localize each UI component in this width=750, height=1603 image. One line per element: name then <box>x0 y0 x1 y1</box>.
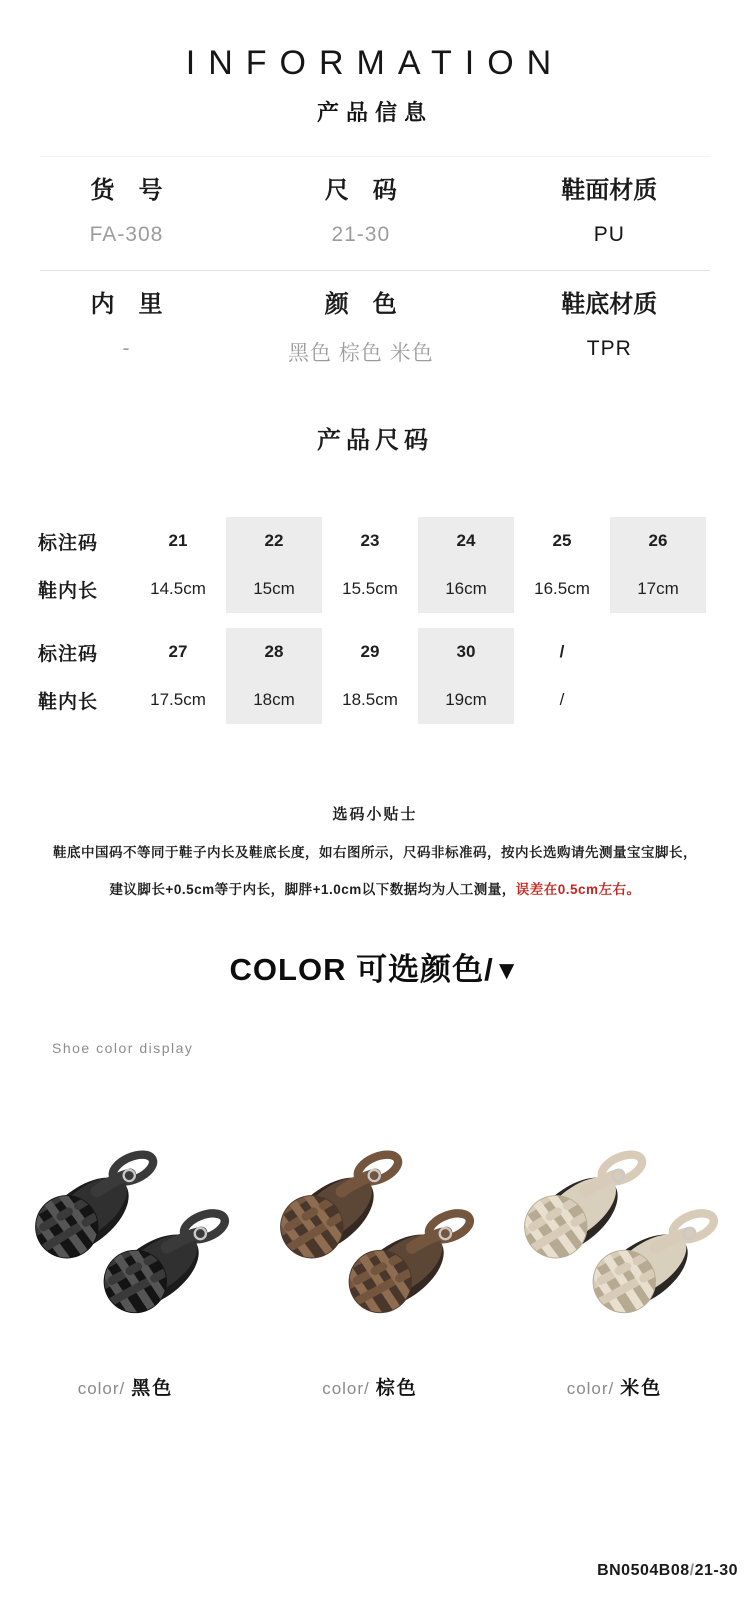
length-value: 16.5cm <box>534 579 590 598</box>
size-value: 28 <box>264 642 284 661</box>
length-value: 18cm <box>253 690 295 709</box>
shoe-color-label <box>18 1373 233 1400</box>
length-value: 19cm <box>445 690 487 709</box>
shoe-color-prefix: color/ <box>566 1379 615 1398</box>
info-label: 内 里 <box>90 291 163 318</box>
shoe-color-name: 米色 <box>620 1378 663 1399</box>
size-col-highlighted <box>418 628 514 724</box>
size-value: 30 <box>456 642 476 661</box>
tips-line-2: 建议脚长+0.5cm等于内长，脚胖+1.0cm以下数据均为人工测量，误差在0.5cm左右。 <box>109 882 641 897</box>
tips-error-note: 误差在0.5cm左右。 <box>515 882 641 897</box>
shoe-card-black <box>18 1128 233 1400</box>
shoe-card-brown <box>263 1128 478 1400</box>
shoe-card-beige <box>507 1128 722 1400</box>
triangle-down-icon: ▼ <box>493 955 521 985</box>
tips-body <box>50 834 700 908</box>
size-col-highlighted <box>226 517 322 613</box>
info-value: FA-308 <box>89 223 164 246</box>
size-col-highlighted <box>418 517 514 613</box>
size-col <box>514 628 610 724</box>
size-value <box>610 628 706 676</box>
batch-size-range: 21-30 <box>694 1562 738 1579</box>
length-value: 14.5cm <box>150 579 206 598</box>
info-row-2 <box>20 284 730 367</box>
shoe-color-label <box>507 1373 722 1400</box>
info-label: 颜 色 <box>324 291 397 318</box>
size-value: 26 <box>648 531 668 550</box>
info-value: PU <box>593 223 625 246</box>
page-subtitle: 产品信息 <box>316 100 433 125</box>
info-value: 21-30 <box>331 223 391 246</box>
length-value: 17cm <box>637 579 679 598</box>
info-cell-upper-material <box>489 170 730 247</box>
size-row-labels <box>30 517 130 613</box>
tips-line-1: 鞋底中国码不等同于鞋子内长及鞋底长度，如右图所示，尺码非标准码，按内长选购请先测量宝宝脚长， <box>53 845 697 860</box>
size-value: 24 <box>456 531 476 550</box>
info-label: 货 号 <box>90 177 163 204</box>
tips-title: 选码小贴士 <box>332 806 418 823</box>
size-col <box>322 628 418 724</box>
sandal-photo-beige <box>507 1128 722 1333</box>
shoe-color-label <box>263 1373 478 1400</box>
size-value: / <box>559 642 565 661</box>
color-title-cn: 可选颜色/ <box>356 952 494 987</box>
size-value: 25 <box>552 531 572 550</box>
shoe-color-display-label: Shoe color display <box>52 1040 194 1056</box>
info-row-1 <box>20 170 730 247</box>
info-value: - <box>122 337 131 360</box>
info-cell-item-number <box>20 170 233 247</box>
divider <box>40 156 710 157</box>
size-col <box>130 628 226 724</box>
batch-code-separator: / <box>689 1562 695 1579</box>
shoe-color-prefix: color/ <box>77 1379 126 1398</box>
info-cell-color <box>233 284 489 367</box>
size-row-label: 标注码 <box>38 532 99 554</box>
length-value: 17.5cm <box>150 690 206 709</box>
size-col-empty <box>610 628 706 724</box>
length-value: 15.5cm <box>342 579 398 598</box>
shoe-color-name: 棕色 <box>375 1378 418 1399</box>
size-row-label: 标注码 <box>38 643 99 665</box>
batch-code: BN0504B08 <box>597 1562 690 1579</box>
size-table-1 <box>30 517 720 613</box>
length-value: 18.5cm <box>342 690 398 709</box>
info-label: 尺 码 <box>324 177 397 204</box>
info-value: TPR <box>586 337 632 360</box>
shoe-color-name: 黑色 <box>131 1378 174 1399</box>
size-col-highlighted <box>610 517 706 613</box>
length-value: 15cm <box>253 579 295 598</box>
product-batch-code <box>597 1562 738 1580</box>
info-cell-lining <box>20 284 233 367</box>
color-title-en: COLOR <box>229 952 347 987</box>
size-value: 29 <box>360 642 380 661</box>
color-section-title <box>0 944 750 989</box>
info-cell-sole-material <box>489 284 730 367</box>
size-col-highlighted <box>226 628 322 724</box>
size-col <box>130 517 226 613</box>
shoe-photos-row <box>0 1128 750 1400</box>
sandal-photo-brown <box>263 1128 478 1333</box>
size-value: 21 <box>168 531 188 550</box>
shoe-color-prefix: color/ <box>322 1379 370 1398</box>
sandal-photo-black <box>18 1128 233 1333</box>
length-value: 16cm <box>445 579 487 598</box>
size-value: 23 <box>360 531 380 550</box>
size-value: 22 <box>264 531 284 550</box>
info-label: 鞋底材质 <box>561 291 658 318</box>
size-row-label: 鞋内长 <box>38 691 99 713</box>
info-label: 鞋面材质 <box>561 177 658 204</box>
info-value: 黑色 棕色 米色 <box>287 342 434 365</box>
size-table-2 <box>30 628 720 724</box>
size-section-title: 产品尺码 <box>317 427 433 454</box>
size-col <box>322 517 418 613</box>
size-row-label: 鞋内长 <box>38 580 99 602</box>
info-cell-size-range <box>233 170 489 247</box>
size-col <box>514 517 610 613</box>
length-value <box>610 676 706 724</box>
page-title: INFORMATION <box>185 44 565 82</box>
size-row-labels <box>30 628 130 724</box>
length-value: / <box>559 690 565 709</box>
size-value: 27 <box>168 642 188 661</box>
divider <box>40 270 710 271</box>
